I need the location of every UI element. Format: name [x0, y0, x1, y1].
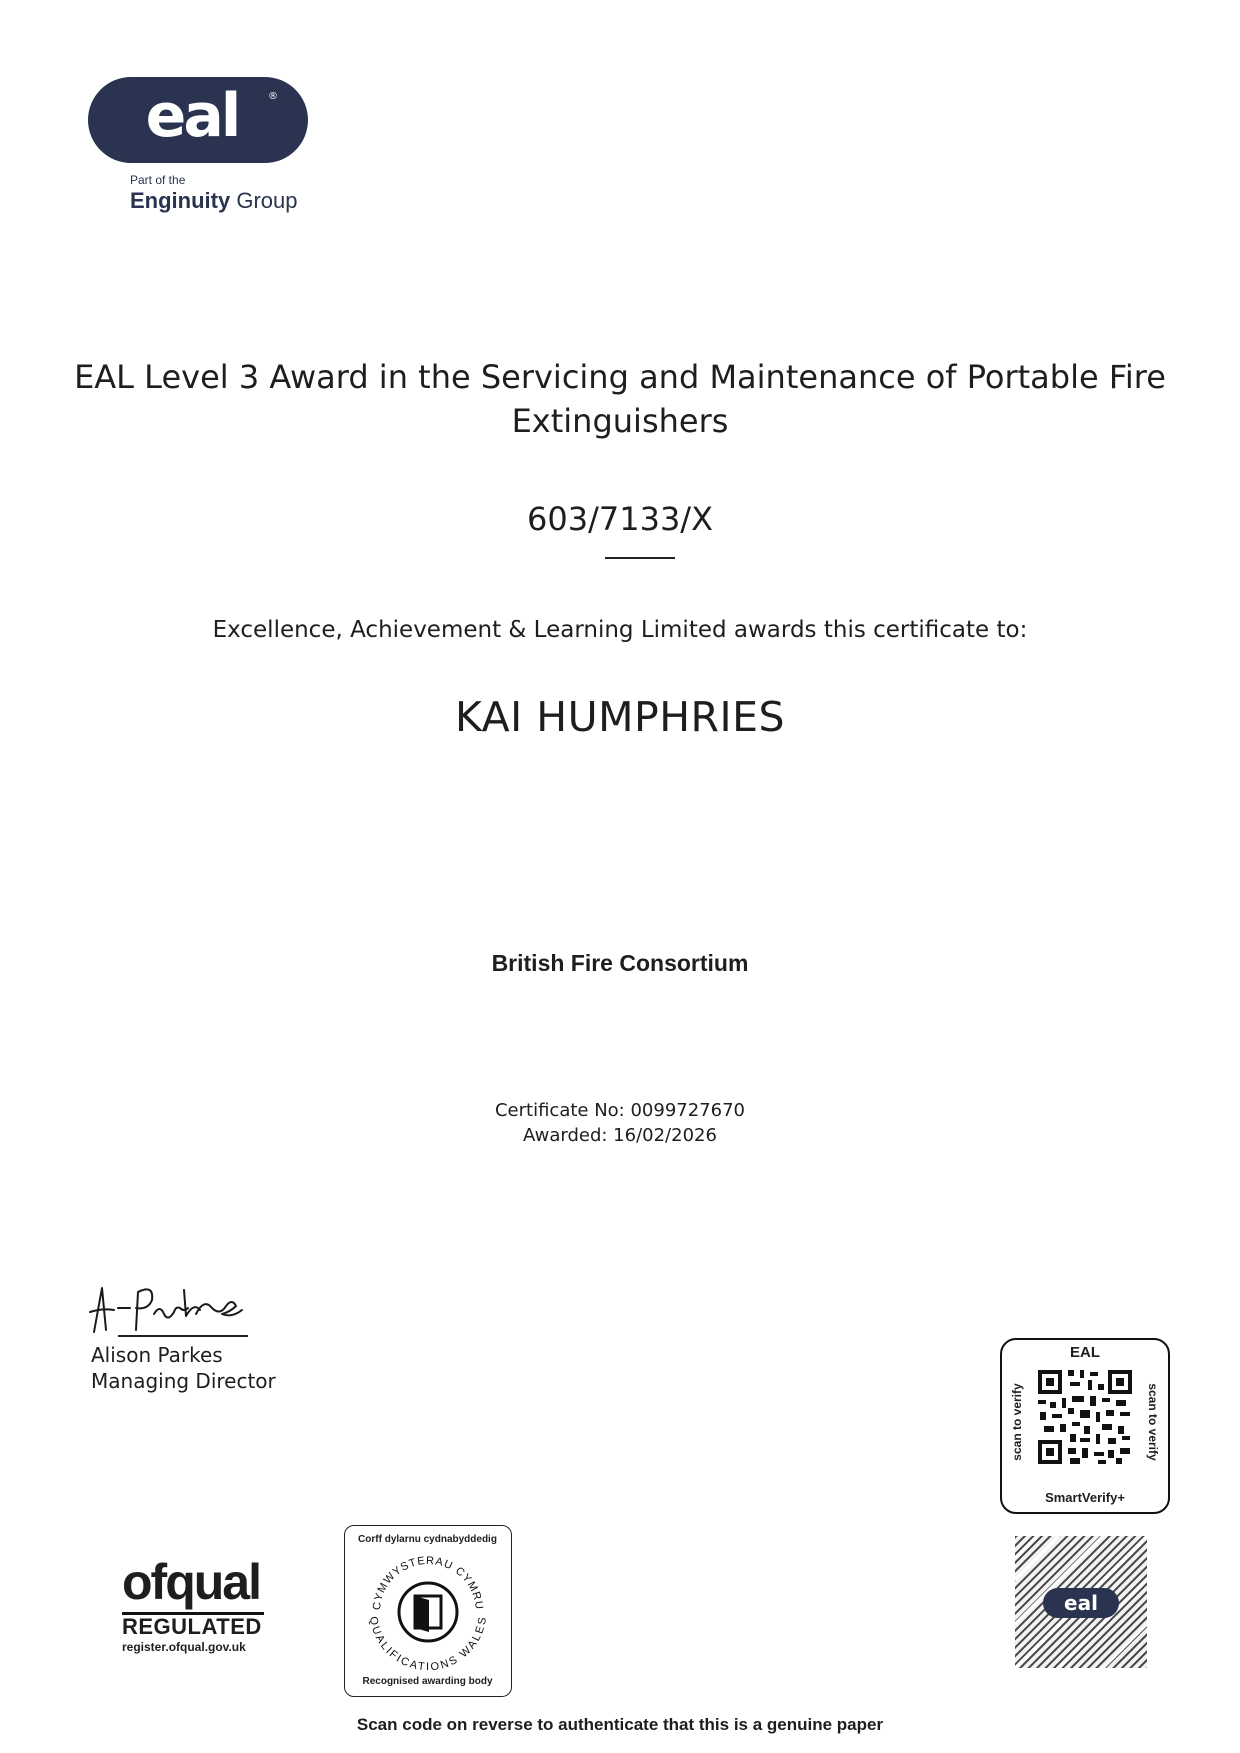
- signatory-name: Alison Parkes: [91, 1343, 223, 1367]
- awarded-date: Awarded: 16/02/2026: [523, 1125, 717, 1146]
- eal-logo-text: eal: [145, 81, 239, 151]
- awards-line: Excellence, Achievement & Learning Limited awards this certificate to:: [212, 617, 1028, 643]
- certificate-number: Certificate No: 0099727670: [494, 1100, 745, 1121]
- qr-code[interactable]: [1036, 1368, 1134, 1466]
- registered-mark: ®: [268, 91, 278, 102]
- qualification-title: EAL Level 3 Award in the Servicing and Maintenance of Portable Fire Extinguishers: [74, 358, 1166, 440]
- qualifications-wales-seal: [363, 1550, 493, 1674]
- signature-line: [118, 1335, 248, 1337]
- qw-bottom-text: Recognised awarding body: [362, 1676, 493, 1687]
- qualifications-wales-badge: [344, 1525, 512, 1697]
- scan-to-verify-right: scan to verify: [1146, 1383, 1160, 1461]
- logo-group-bold: Enginuity: [130, 188, 231, 213]
- qw-ring-top: CYMWYSTERAU CYMRU: [370, 1554, 486, 1611]
- qualification-code: 603/7133/X: [527, 500, 713, 538]
- scan-to-verify-left: scan to verify: [1010, 1383, 1024, 1461]
- ofqual-url: register.ofqual.gov.uk: [122, 1640, 246, 1654]
- footer-authentication-note: Scan code on reverse to authenticate that this is a genuine paper: [356, 1715, 884, 1734]
- divider: [605, 557, 675, 559]
- ofqual-logo: ofqual: [122, 1554, 260, 1610]
- logo-group: [130, 188, 298, 214]
- signatory-role: Managing Director: [91, 1369, 276, 1393]
- smartverify-badge: [1000, 1338, 1170, 1514]
- learner-name: KAI HUMPHRIES: [454, 693, 786, 741]
- qw-ring-bottom: QUALIFICATIONS WALES: [366, 1615, 490, 1674]
- logo-group-rest: Group: [236, 188, 298, 213]
- security-hologram: [1015, 1536, 1147, 1668]
- centre-name: British Fire Consortium: [491, 950, 749, 976]
- smartverify-brand: EAL: [1070, 1344, 1100, 1361]
- smartverify-label: SmartVerify+: [1045, 1490, 1125, 1505]
- eal-logo: [88, 77, 308, 163]
- svg-text:eal: eal: [1064, 1591, 1098, 1615]
- qw-top-text: Corff dylarnu cydnabyddedig: [358, 1534, 497, 1545]
- signature-image: [88, 1270, 258, 1340]
- ofqual-regulated: REGULATED: [122, 1614, 262, 1639]
- logo-part-of: Part of the: [130, 173, 186, 187]
